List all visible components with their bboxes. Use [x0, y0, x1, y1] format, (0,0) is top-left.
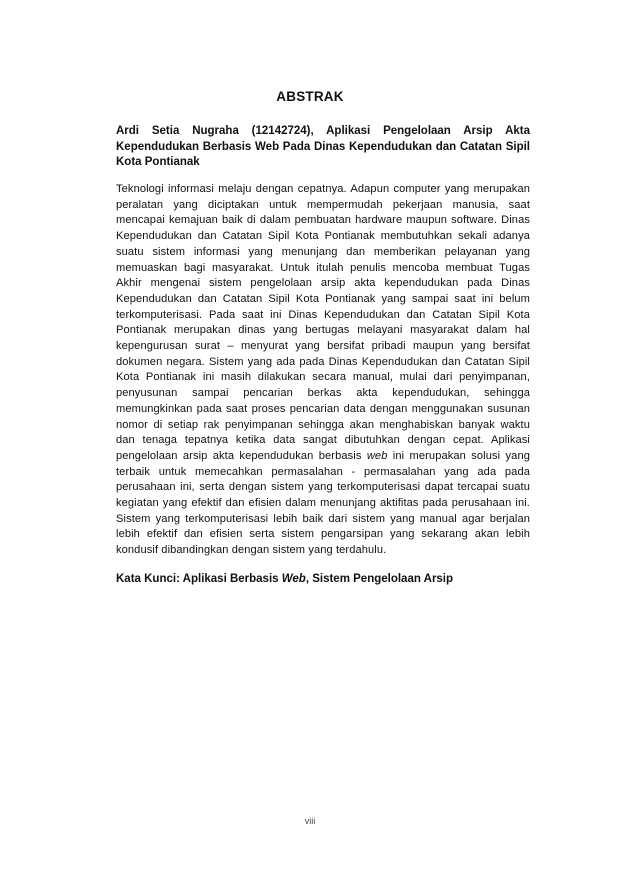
abstract-body [116, 182, 530, 559]
keywords-line [116, 572, 530, 587]
keywords-label: Kata Kunci: Aplikasi Berbasis [116, 573, 279, 585]
keywords-rest: , Sistem Pengelolaan Arsip [305, 573, 454, 585]
abstract-web-term: web [366, 449, 388, 462]
page-title: ABSTRAK [276, 89, 344, 104]
keywords-web-term: Web [281, 573, 306, 585]
page-number: viii [304, 816, 316, 826]
abstract-text-part-1: Teknologi informasi melaju dengan cepatnya. Adapun computer yang merupakan peralatan yang diciptakan untuk mempermudah pekerjaan manusia, saat mencapai kemajuan baik di dalam pembuatan hardware maupun software. Dinas Kependudukan dan Catatan Sipil Kota Pontianak membutuhkan sekali adanya suatu sistem informasi yang menunjang dan memberikan pelayanan yang memuaskan bagi masyarakat. Untuk itulah penulis mencoba membuat Tugas Akhir mengenai sistem pengelolaan arsip akta kependudukan pada Dinas Kependudukan dan Catatan Sipil Kota Pontianak yang sampai saat ini belum terkomputerisasi. Pada saat ini Dinas Kependudukan dan Catatan Sipil Kota Pontianak merupakan dinas yang bertugas melayani masyarakat dalam hal kepengurusan surat – menyurat yang bersifat pribadi maupun yang bersifat dokumen negara. Sistem yang ada pada Dinas Kependudukan dan Catatan Sipil Kota Pontianak ini masih dilakukan secara manual, mulai dari penyimpanan, penyusunan sampai pencarian berkas akta kependudukan, sehingga memungkinkan pada saat proses pencarian data dengan menggunakan susunan nomor di setiap rak penyimpanan sehingga akan menghabiskan banyak waktu dan tenaga tepatnya ketika data sangat dibutuhkan dengan cepat. Aplikasi pengelolaan arsip akta kependudukan berbasis [116, 183, 530, 462]
abstract-text-part-2: ini merupakan solusi yang terbaik untuk memecahkan permasalahan - permasalahan yang ada pada perusahaan ini, serta dengan sistem yang terkomputerisasi dapat tercapai suatu kegiatan yang efektif dan efisien dalam menunjang aktifitas pada perusahaan ini. Sistem yang terkomputerisasi lebih baik dari sistem yang manual agar berjalan lebih efektif dan efisien serta sistem pengarsipan yang sekarang akan lebih kondusif dibandingkan dengan sistem yang terdahulu. [116, 449, 530, 557]
author-title-line: Ardi Setia Nugraha (12142724), Aplikasi Pengelolaan Arsip Akta Kependudukan Berbasis Web Pada Dinas Kependudukan dan Catatan Sipil Kota Pontianak [116, 125, 530, 168]
